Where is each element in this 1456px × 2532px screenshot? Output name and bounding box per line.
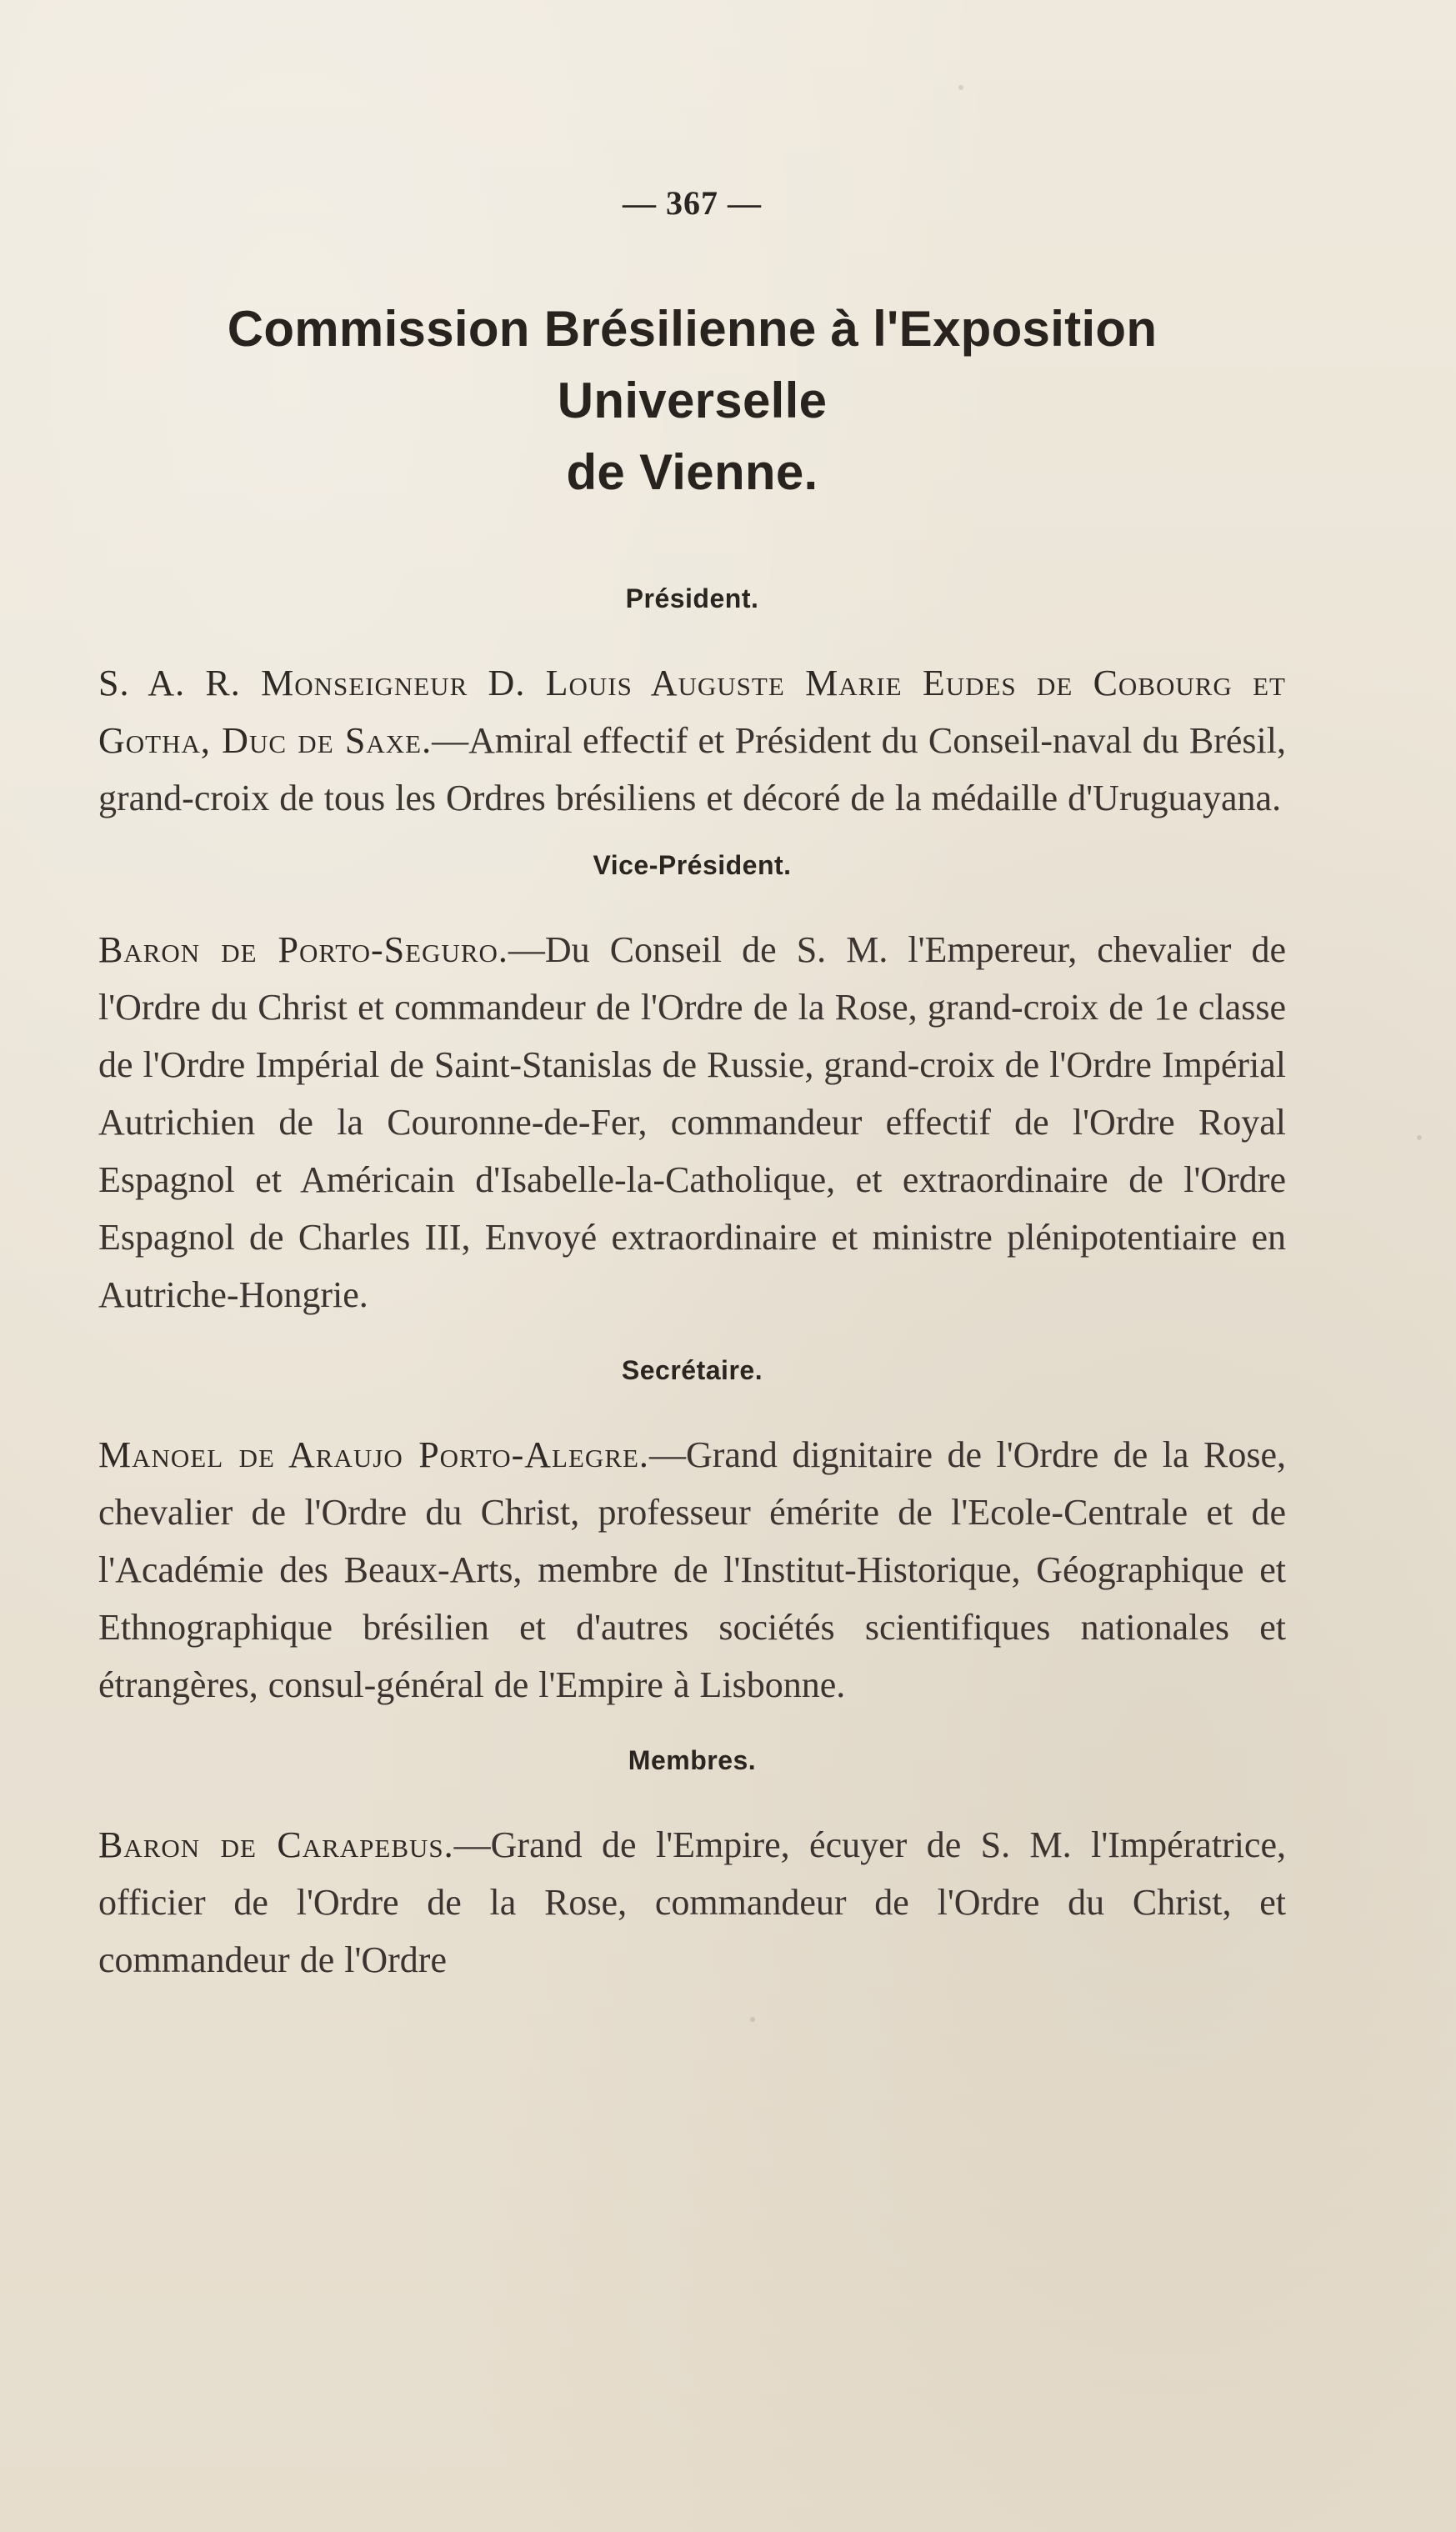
title-line-2: de Vienne. [566, 444, 818, 500]
members-section [98, 1745, 1286, 1989]
secretary-heading: Secrétaire. [621, 1355, 763, 1385]
vice-president-heading: Vice-Président. [593, 850, 792, 880]
president-description: —Amiral effectif et Président du Conseil-naval du Brésil, grand-croix de tous les Ordres brésiliens et décoré de la médaille d'Uruguayana. [98, 720, 1287, 818]
page-number: — 367 — [623, 184, 762, 222]
secretary-entry [98, 1426, 1286, 1714]
president-entry [98, 654, 1286, 827]
vice-president-section [98, 850, 1286, 1324]
document-content [98, 183, 1286, 1989]
secretary-section [98, 1355, 1286, 1714]
president-heading: Président. [625, 583, 759, 613]
paper-speck [1417, 1135, 1422, 1140]
member-description: —Grand de l'Empire, écuyer de S. M. l'Impératrice, officier de l'Ordre de la Rose, commandeur de l'Ordre du Christ, et commandeur de l'Ordre [98, 1824, 1286, 1980]
secretary-description: —Grand dignitaire de l'Ordre de la Rose, chevalier de l'Ordre du Christ, professeur émérite de l'Ecole-Centrale et de l'Académie des Beaux-Arts, membre de l'Institut-Historique, Géographique et Ethnographique brésilien et d'autres sociétés scientifiques nationales et étrangères, consul-général de l'Empire à Lisbonne. [98, 1434, 1287, 1705]
president-section [98, 583, 1286, 827]
vice-president-entry [98, 921, 1286, 1324]
member-name: Baron de Carapebus. [98, 1824, 454, 1865]
secretary-name: Manoel de Araujo Porto-Alegre. [98, 1434, 649, 1475]
president-name: S. A. R. Monseigneur D. Louis Auguste Marie Eudes de Cobourg et Gotha, Duc de Saxe. [98, 663, 1286, 761]
title-line-1: Commission Brésilienne à l'Exposition Universelle [227, 301, 1158, 428]
page-title [98, 293, 1286, 508]
vice-president-name: Baron de Porto-Seguro. [98, 929, 508, 970]
vice-president-description: —Du Conseil de S. M. l'Empereur, chevalier de l'Ordre du Christ et commandeur de l'Ordre de la Rose, grand-croix de 1e classe de l'Ordre Impérial de Saint-Stanislas de Russie, grand-croix de l'Ordre Impérial Autrichien de la Couronne-de-Fer, commandeur effectif de l'Ordre Royal Espagnol et Américain d'Isabelle-la-Catholique, et extraordinaire de l'Ordre Espagnol de Charles III, Envoyé extraordinaire et ministre plénipotentiaire en Autriche-Hongrie. [98, 929, 1286, 1315]
paper-speck [958, 85, 963, 90]
paper-speck [750, 2017, 755, 2022]
members-heading: Membres. [628, 1745, 757, 1775]
members-entry [98, 1816, 1286, 1989]
